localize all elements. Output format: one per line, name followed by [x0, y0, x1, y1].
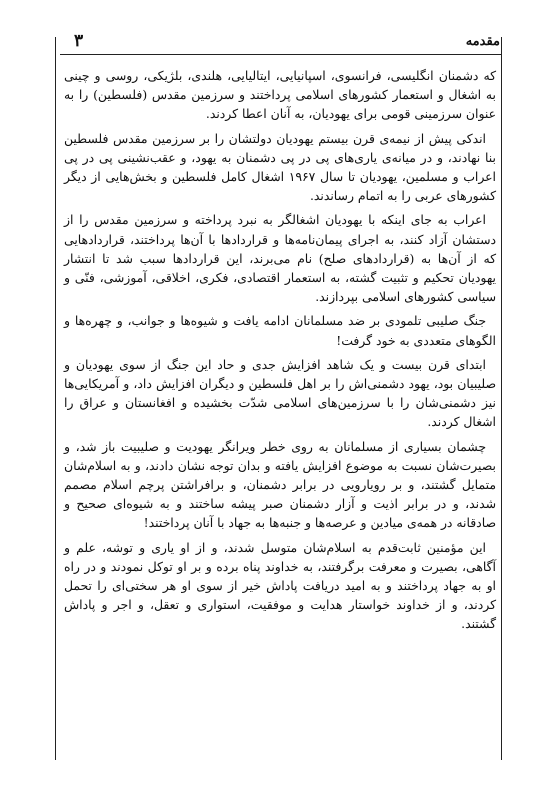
body-text — [64, 66, 496, 639]
paragraph: چشمان بسیاری از مسلمانان به روی خطر ویرانگر یهودیت و صلیبیت باز شد، و بصیرت‌شان نسبت به موضوع افزایش یافته و بدان توجه نشان دادند، و به اسلام‌شان متمایل گشتند، و بر رویارویی در برابر دشمنان، و برافراشتن پرچم اسلام مصمم شدند، و در برابر اذیت و آزار دشمنان صبر پیشه ساختند و به شیوه‌ای صحیح و صادقانه در همه‌ی میادین و عرصه‌ها و جنبه‌ها به جهاد با آنان پرداختند! — [64, 438, 496, 531]
paragraph: ابتدای قرن بیست و یک شاهد افزایش جدی و حاد این جنگ از سوی یهودیان و صلیبیان بود، یهود دشمنی‌اش را بر اهل فلسطین و دیگران افزایش داد، و آمریکایی‌ها نیز دشمنی‌شان را با سرزمین‌های اسلامی شدّت بخشیده و افغانستان و عراق را اشغال کردند. — [64, 356, 496, 430]
page-title: مقدمه — [465, 33, 500, 49]
paragraph: که دشمنان انگلیسی، فرانسوی، اسپانیایی، ایتالیایی، هلندی، بلژیکی، روسی و چینی به اشغال و استعمار کشورهای اسلامی پرداختند و سرزمین مقدس (فلسطین) را به عنوان سرزمینی قومی برای یهودیان، به آنان اعطا کردند. — [64, 68, 496, 122]
paragraph: این مؤمنین ثابت‌قدم به اسلام‌شان متوسل شدند، و از او یاری و توشه، علم و آگاهی، بصیرت و معرفت برگرفتند، به خداوند پناه برده و بر او توکل نمودند و در راه او به جهاد پرداختند و به امید دریافت پاداش خیر از سوی او هر سختی‌ای را تحمل کردند، و از خداوند خواستار هدایت و موفقیت، استواری و تعقل، و اجر و پاداش گشتند. — [64, 539, 496, 632]
paragraph: اعراب به جای اینکه با یهودیان اشغالگر به نبرد پرداخته و سرزمین مقدس را از دستشان آزاد کنند، به اجرای پیمان‌نامه‌ها و قراردادها با آن‌ها پرداختند، قراردادهایی که از آن‌ها به (قراردادهای صلح) نام می‌برند، این قراردادها سبب شد تا انتشار یهودیان تحکیم و تثبیت گشته، به استعمار اقتصادی، فکری، اخلاقی، آموزشی، فنّی و سیاسی کشورهای اسلامی بپردازند. — [64, 212, 496, 305]
paragraph: اندکی پیش از نیمه‌ی قرن بیستم یهودیان دولتشان را بر سرزمین مقدس فلسطین بنا نهادند، و در میانه‌ی یاری‌های پی در پی دشمنان به یهود، و عقب‌نشینی پی در پی اعراب و مسلمین، یهودیان تا سال ۱۹۶۷ اشغال کامل فلسطین و بخش‌هایی از دیگر کشورهای عربی را به اتمام رساندند. — [64, 130, 496, 204]
page-header — [60, 28, 502, 55]
page-number: ۳ — [74, 31, 84, 51]
paragraph: جنگ صلیبی تلمودی بر ضد مسلمانان ادامه یافت و شیوه‌ها و جوانب، و چهره‌ها و الگوهای متعددی به خود گرفت! — [64, 313, 496, 348]
